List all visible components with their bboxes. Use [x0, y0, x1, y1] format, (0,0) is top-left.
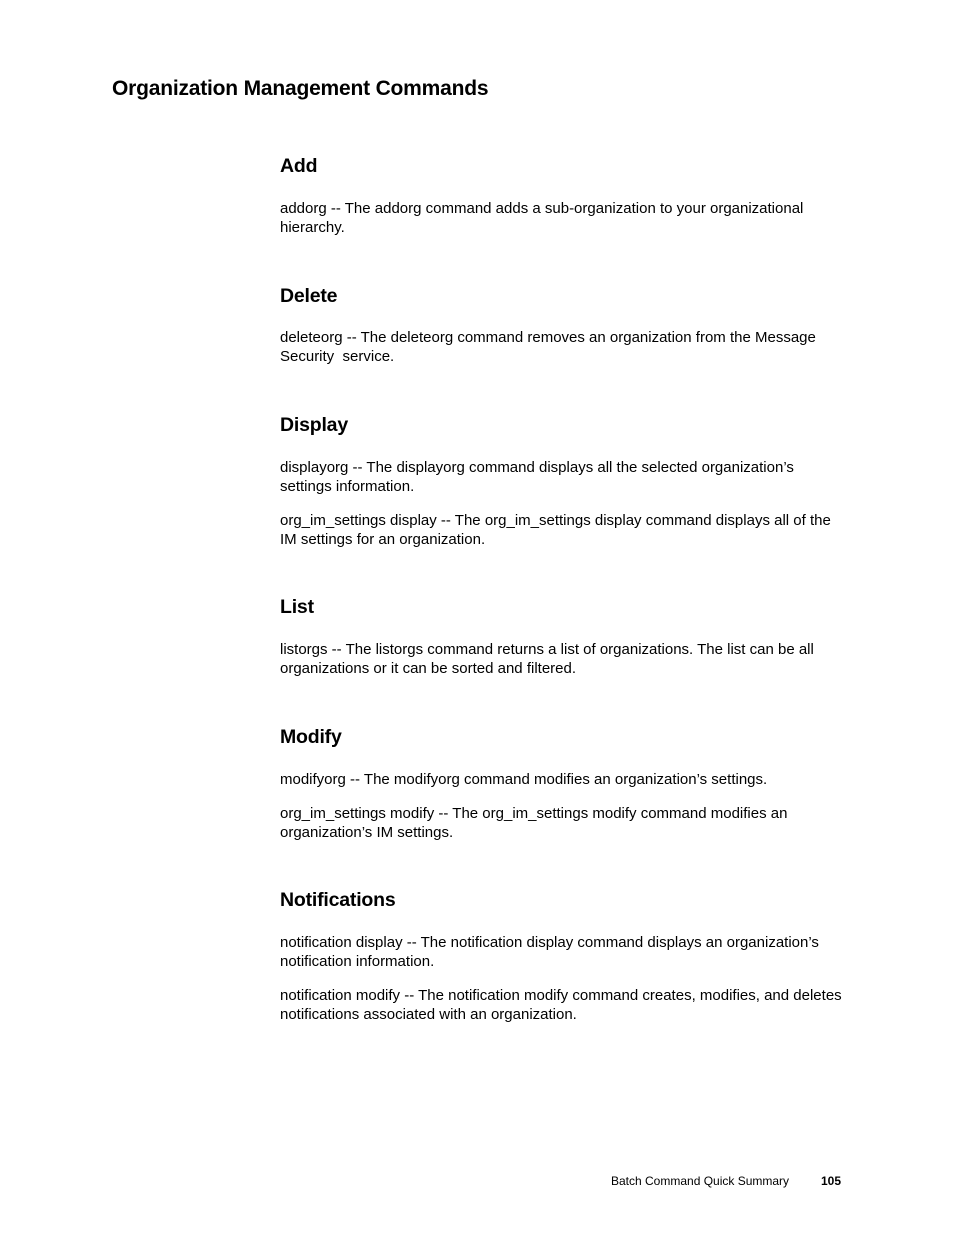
paragraph-notification-display: notification display -- The notification display command displays an organization’s notification information. — [280, 934, 824, 970]
page-number: 105 — [821, 1174, 842, 1188]
paragraph-displayorg: displayorg -- The displayorg command displays all the selected organization’s settings information. — [280, 459, 799, 495]
paragraph-deleteorg: deleteorg -- The deleteorg command removes an organization from the Message Security service. — [280, 329, 821, 365]
section-heading-delete: Delete — [280, 285, 338, 307]
paragraph-modifyorg: modifyorg -- The modifyorg command modifies an organization’s settings. — [280, 771, 768, 788]
section-heading-display: Display — [280, 414, 348, 436]
footer-title: Batch Command Quick Summary — [611, 1174, 790, 1188]
paragraph-org-im-settings-display: org_im_settings display -- The org_im_settings display command displays all of the IM settings for an organization. — [280, 512, 835, 548]
section-heading-list: List — [280, 596, 314, 618]
section-heading-add: Add — [280, 155, 318, 177]
section-heading-notifications: Notifications — [280, 889, 396, 911]
paragraph-listorgs: listorgs -- The listorgs command returns a list of organizations. The list can be all organizations or it can be sorted and filtered. — [280, 641, 819, 677]
paragraph-notification-modify: notification modify -- The notification modify command creates, modifies, and deletes notifications associated with an organization. — [280, 987, 846, 1023]
section-heading-modify: Modify — [280, 726, 342, 748]
paragraph-org-im-settings-modify: org_im_settings modify -- The org_im_settings modify command modifies an organization’s IM settings. — [280, 805, 792, 841]
page-title: Organization Management Commands — [112, 77, 489, 100]
paragraph-addorg: addorg -- The addorg command adds a sub-organization to your organizational hierarchy. — [280, 200, 808, 236]
